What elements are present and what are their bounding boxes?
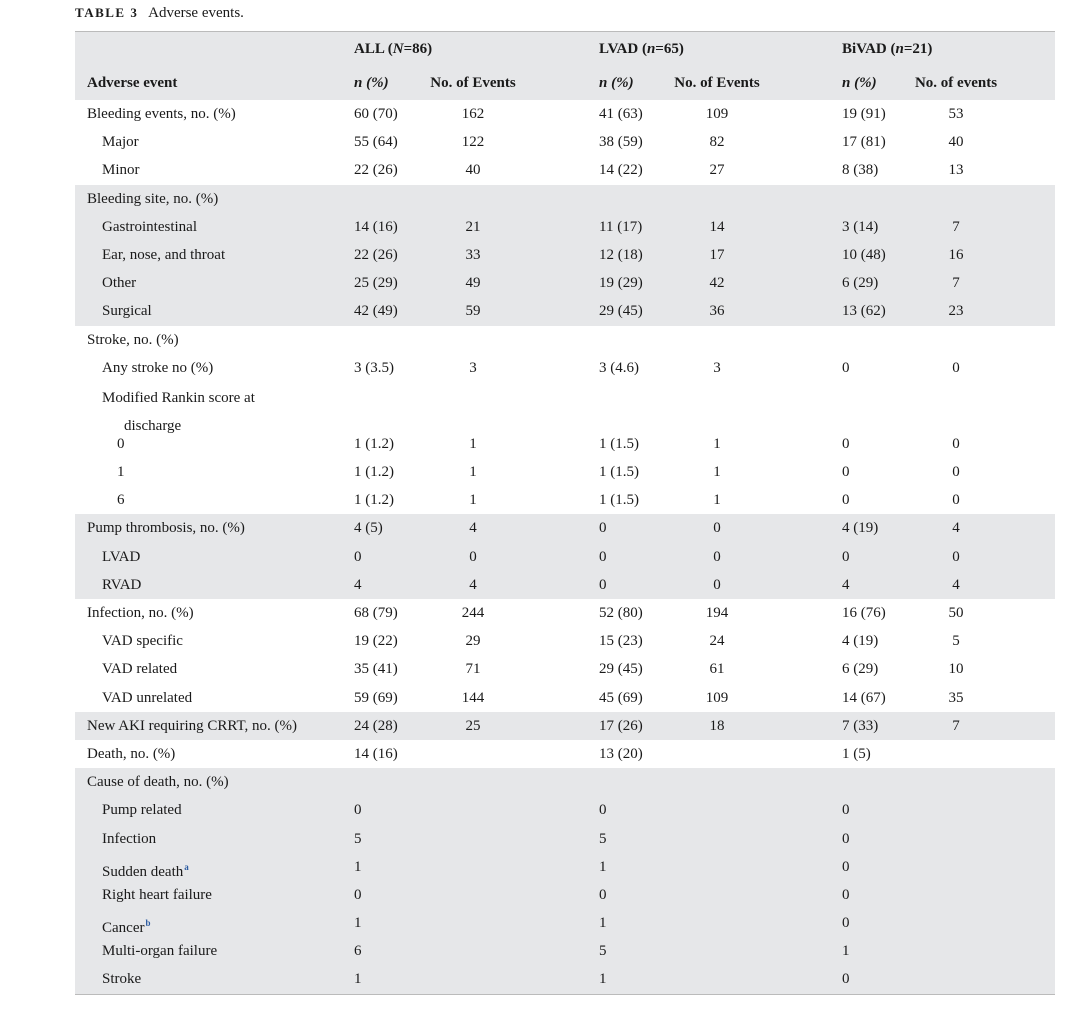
bivad-n-cell: 1 (5) (842, 745, 871, 762)
event-label (102, 684, 192, 712)
table-row: LVAD 0 0 0 0 0 0 (75, 543, 1055, 571)
event-label-text: Gastrointestinal (102, 218, 197, 235)
bivad-n-cell: 0 (842, 435, 850, 452)
group-header-all: ALL (N=86) (354, 41, 433, 57)
col-header-lvad-n: n (%) (599, 75, 634, 91)
table-row (75, 825, 1055, 853)
event-label (102, 937, 217, 965)
table-row: 0 1 (1.2) 1 1 (1.5) 1 0 0 (75, 430, 1055, 458)
table-number: TABLE 3 (75, 5, 139, 20)
all-n-cell: 4 (5) (354, 520, 383, 537)
bivad-n-cell: 6 (29) (842, 275, 879, 292)
event-label-text: Major (102, 134, 139, 151)
lvad-n-cell: 0 (599, 520, 607, 537)
event-label-line2: discharge (124, 418, 182, 435)
event-label-text: RVAD (102, 576, 142, 593)
event-label-text: Bleeding site, no. (%) (87, 190, 219, 207)
lvad-n-cell: 12 (18) (599, 246, 643, 263)
all-n-cell: 4 (354, 576, 362, 593)
table-row (75, 326, 1055, 354)
bivad-n-cell: 0 (842, 492, 850, 509)
event-label (102, 825, 156, 853)
table-row: Minor 22 (26) 40 14 (22) 27 8 (38) 13 (75, 156, 1055, 184)
table-row: VAD unrelated 59 (69) 144 45 (69) 109 14 (67) 35 (75, 684, 1055, 712)
table-row (75, 185, 1055, 213)
table-row: Other 25 (29) 49 19 (29) 42 6 (29) 7 (75, 269, 1055, 297)
event-label (87, 185, 218, 213)
event-label (87, 514, 245, 542)
event-label-text: Other (102, 275, 137, 292)
event-label-text: Sudden death (102, 863, 184, 880)
event-label (87, 712, 297, 740)
event-label-text: Surgical (102, 303, 152, 320)
event-label (102, 571, 141, 599)
event-label (102, 655, 177, 683)
event-label-text: Stroke (102, 971, 142, 988)
all-n-cell: 6 (354, 943, 362, 960)
lvad-n-cell: 1 (599, 915, 607, 932)
footnote-marker: b (145, 918, 151, 929)
bivad-n-cell: 0 (842, 830, 850, 847)
footnote-marker: a (184, 861, 189, 872)
bivad-n-cell: 10 (48) (842, 246, 886, 263)
bivad-n-cell: 4 (19) (842, 520, 879, 537)
all-n-cell: 59 (69) (354, 689, 398, 706)
event-label-text: Pump related (102, 802, 182, 819)
bivad-n-cell: 0 (842, 915, 850, 932)
all-n-cell: 1 (1.2) (354, 435, 394, 452)
lvad-n-cell: 11 (17) (599, 218, 643, 235)
event-label (102, 796, 182, 824)
table-row (75, 853, 1055, 881)
bivad-n-cell: 0 (842, 464, 850, 481)
table-column-header: Adverse event n (%) No. of Events n (%) No. of Events n (%) No. of events (75, 66, 1055, 100)
bivad-n-cell: 4 (19) (842, 633, 879, 650)
bivad-n-cell: 0 (842, 359, 850, 376)
event-label-text: Infection (102, 830, 157, 847)
all-n-cell: 42 (49) (354, 303, 398, 320)
lvad-n-cell: 15 (23) (599, 633, 643, 650)
lvad-n-cell: 38 (59) (599, 134, 643, 151)
event-label-text: Bleeding events, no. (%) (87, 106, 236, 122)
table-row: Pump thrombosis, no. (%) 4 (5) 4 0 0 4 (19) 4 (75, 514, 1055, 542)
col-header-all-n: n (%) (354, 75, 389, 91)
all-n-cell: 22 (26) (354, 246, 398, 263)
lvad-n-cell: 52 (80) (599, 605, 643, 621)
bivad-n-cell: 7 (33) (842, 717, 879, 734)
table-row: New AKI requiring CRRT, no. (%) 24 (28) 25 17 (26) 18 7 (33) 7 (75, 712, 1055, 740)
table-row: Gastrointestinal 14 (16) 21 11 (17) 14 3 (14) 7 (75, 213, 1055, 241)
all-n-cell: 0 (354, 802, 362, 819)
lvad-n-cell: 29 (45) (599, 303, 643, 320)
event-label (102, 881, 212, 909)
lvad-n-cell: 1 (1.5) (599, 435, 639, 452)
col-header-event: Adverse event (87, 75, 178, 91)
table-row: VAD specific 19 (22) 29 15 (23) 24 4 (19) 5 (75, 627, 1055, 655)
event-label (102, 297, 152, 325)
table-row (75, 937, 1055, 965)
bivad-n-cell: 19 (91) (842, 106, 886, 122)
all-n-cell: 24 (28) (354, 717, 398, 734)
table-row: RVAD 4 4 0 0 4 4 (75, 571, 1055, 599)
lvad-n-cell: 0 (599, 576, 607, 593)
lvad-n-cell: 1 (599, 858, 607, 875)
adverse-events-table (75, 31, 1055, 995)
all-n-cell: 5 (354, 830, 362, 847)
event-label (102, 269, 136, 297)
col-header-bivad-n: n (%) (842, 75, 877, 91)
group-header-lvad: LVAD (n=65) (599, 41, 684, 57)
bivad-n-cell: 3 (14) (842, 218, 879, 235)
event-label-text: Any stroke no (%) (102, 359, 214, 376)
event-label-text: VAD related (102, 661, 178, 678)
lvad-n-cell: 29 (45) (599, 661, 643, 678)
table-row: 6 1 (1.2) 1 1 (1.5) 1 0 0 (75, 486, 1055, 514)
lvad-n-cell: 3 (4.6) (599, 359, 639, 376)
table-body (75, 100, 1055, 994)
event-label (102, 241, 225, 269)
event-label (102, 156, 140, 184)
all-n-cell: 0 (354, 548, 362, 565)
lvad-n-cell: 14 (22) (599, 162, 643, 179)
table-row: Major 55 (64) 122 38 (59) 82 17 (81) 40 (75, 128, 1055, 156)
lvad-n-cell: 1 (1.5) (599, 464, 639, 481)
event-label-text: LVAD (102, 548, 141, 565)
bivad-n-cell: 0 (842, 802, 850, 819)
lvad-n-cell: 0 (599, 802, 607, 819)
event-label (87, 599, 194, 627)
all-n-cell: 1 (1.2) (354, 492, 394, 509)
event-label (117, 430, 125, 458)
event-label (102, 965, 141, 993)
bivad-n-cell: 0 (842, 858, 850, 875)
event-label-text: 1 (117, 464, 125, 481)
all-n-cell: 25 (29) (354, 275, 398, 292)
event-label (87, 100, 236, 128)
event-label-text: VAD unrelated (102, 689, 193, 706)
event-label-text: Stroke, no. (%) (87, 331, 179, 348)
event-label (102, 627, 183, 655)
all-n-cell: 22 (26) (354, 162, 398, 179)
bivad-n-cell: 13 (62) (842, 303, 886, 320)
event-label-line1: Modified Rankin score at (102, 389, 255, 406)
group-header-bivad: BiVAD (n=21) (842, 41, 933, 57)
lvad-n-cell: 5 (599, 943, 607, 960)
all-n-cell: 0 (354, 886, 362, 903)
table-row: 1 1 (1.2) 1 1 (1.5) 1 0 0 (75, 458, 1055, 486)
all-n-cell: 35 (41) (354, 661, 398, 678)
table-row (75, 965, 1055, 993)
lvad-n-cell: 0 (599, 548, 607, 565)
table-row: Infection, no. (%) 68 (79) 244 52 (80) 194 16 (76) 50 (75, 599, 1055, 627)
bivad-n-cell: 6 (29) (842, 661, 879, 678)
event-label (117, 486, 125, 514)
event-label-text: 0 (117, 435, 125, 452)
bivad-n-cell: 0 (842, 971, 850, 988)
event-label (102, 213, 197, 241)
event-label (117, 458, 125, 486)
bivad-n-cell: 0 (842, 886, 850, 903)
all-n-cell: 3 (3.5) (354, 359, 394, 376)
event-label-text: Multi-organ failure (102, 943, 218, 960)
table-group-header (75, 32, 1055, 66)
all-n-cell: 1 (354, 915, 362, 932)
all-n-cell: 19 (22) (354, 633, 398, 650)
all-n-cell: 1 (354, 971, 362, 988)
event-label (102, 128, 139, 156)
all-n-cell: 14 (16) (354, 745, 398, 762)
table-title: Adverse events. (148, 5, 244, 21)
event-label-text: New AKI requiring CRRT, no. (%) (87, 717, 298, 734)
all-n-cell: 1 (354, 858, 362, 875)
table-row: Bleeding events, no. (%) 60 (70) 162 41 (63) 109 19 (91) 53 (75, 100, 1055, 128)
lvad-n-cell: 1 (1.5) (599, 492, 639, 509)
all-n-cell: 68 (79) (354, 605, 398, 621)
table-row: Ear, nose, and throat 22 (26) 33 12 (18) 17 10 (48) 16 (75, 241, 1055, 269)
bivad-n-cell: 14 (67) (842, 689, 886, 706)
all-n-cell: 55 (64) (354, 134, 398, 151)
table-row: Any stroke no (%) 3 (3.5) 3 3 (4.6) 3 0 0 (75, 354, 1055, 382)
event-label-text: Ear, nose, and throat (102, 246, 226, 263)
event-label (87, 740, 175, 768)
lvad-n-cell: 13 (20) (599, 745, 643, 762)
table-row (75, 768, 1055, 796)
bivad-n-cell: 16 (76) (842, 605, 886, 621)
event-label-text: Pump thrombosis, no. (%) (87, 520, 245, 537)
all-n-cell: 1 (1.2) (354, 464, 394, 481)
table-row (75, 796, 1055, 824)
event-label-text: Cause of death, no. (%) (87, 774, 229, 791)
bivad-n-cell: 0 (842, 548, 850, 565)
all-n-cell: 14 (16) (354, 218, 398, 235)
lvad-n-cell: 19 (29) (599, 275, 643, 292)
bivad-n-cell: 17 (81) (842, 134, 886, 151)
event-label-text: Death, no. (%) (87, 745, 176, 762)
all-n-cell: 60 (70) (354, 106, 398, 122)
event-label-text: VAD specific (102, 633, 183, 650)
lvad-n-cell: 41 (63) (599, 106, 643, 122)
table-row (75, 740, 1055, 768)
table-row (75, 881, 1055, 909)
bivad-n-cell: 4 (842, 576, 850, 593)
event-label (102, 543, 140, 571)
bivad-n-cell: 8 (38) (842, 162, 879, 179)
event-label-text: 6 (117, 492, 125, 509)
lvad-n-cell: 45 (69) (599, 689, 643, 706)
table-row: VAD related 35 (41) 71 29 (45) 61 6 (29) 10 (75, 655, 1055, 683)
lvad-n-cell: 17 (26) (599, 717, 643, 734)
lvad-n-cell: 1 (599, 971, 607, 988)
lvad-n-cell: 0 (599, 886, 607, 903)
table-row: Surgical 42 (49) 59 29 (45) 36 13 (62) 23 (75, 297, 1055, 325)
event-label (102, 354, 213, 382)
table-caption (75, 4, 244, 22)
event-label-text: Cancer (102, 920, 145, 937)
table-row (75, 382, 1055, 435)
table-row (75, 909, 1055, 937)
event-label (87, 326, 179, 354)
bivad-n-cell: 1 (842, 943, 850, 960)
event-label-text: Minor (102, 162, 140, 179)
event-label-text: Right heart failure (102, 886, 212, 903)
event-label (87, 768, 229, 796)
lvad-n-cell: 5 (599, 830, 607, 847)
event-label-text: Infection, no. (%) (87, 605, 194, 621)
